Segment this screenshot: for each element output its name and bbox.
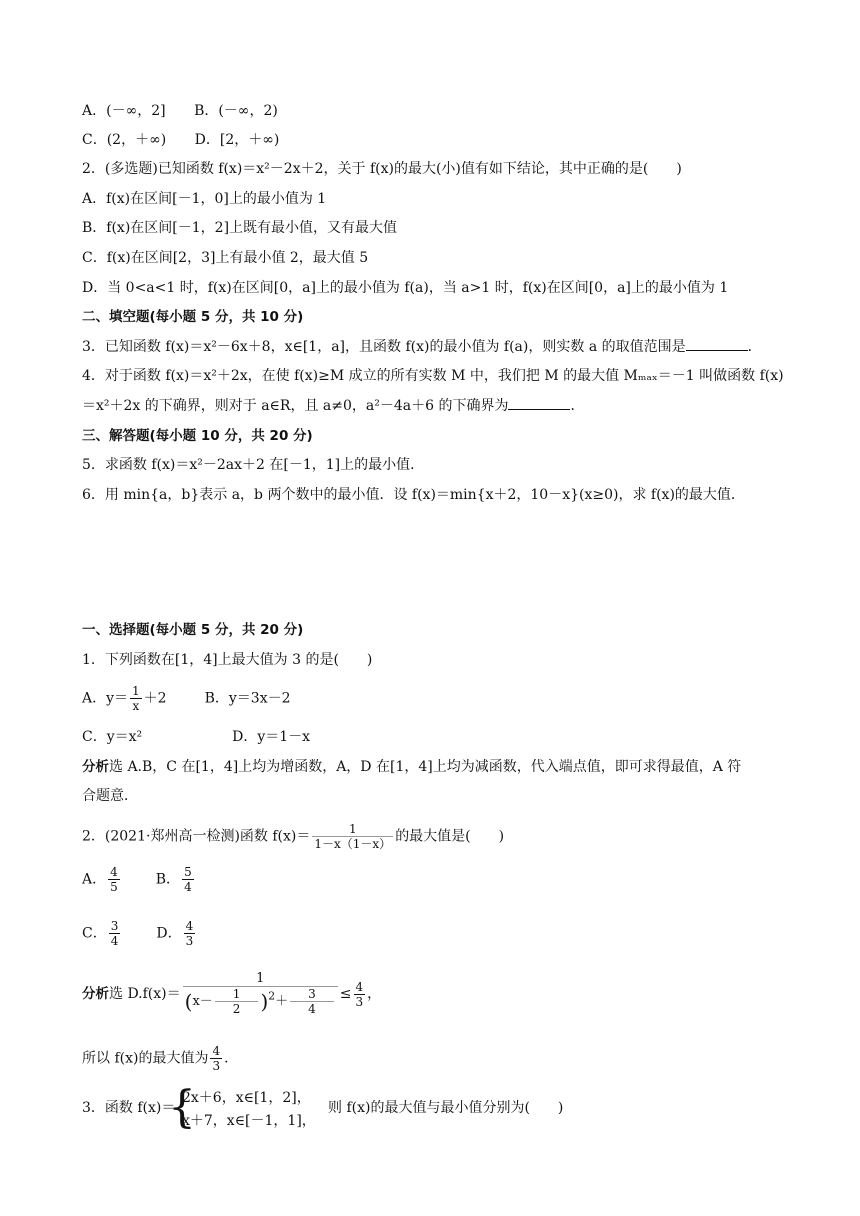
question-2-option-a: A．f(x)在区间[－1，0]上的最小值为 1 [82,191,327,207]
fraction-denominator: (x－ $\frac{1}{2}$ )$^2$＋ $\frac{3}{4}$ [183,987,338,1016]
option-b-label: B． [155,871,181,888]
option-b: B．(－∞，2) [194,103,278,119]
question-4-line-2 [82,396,584,416]
fraction-denominator: 5 [110,880,118,894]
three-quarters [290,987,334,1016]
p2-question-1-options-ab [82,684,291,713]
option-c: C．(2，＋∞) [82,132,167,148]
fraction-numerator: 4 [212,1044,221,1058]
period: ． [224,1050,239,1067]
p2-question-3-tail: 则 f(x)的最大值与最小值分别为( ) [328,1100,564,1116]
plus-sign: ＋ [275,994,289,1009]
option-d: D．y＝1－x [232,729,311,745]
fraction [354,980,366,1009]
answer-blank [686,338,748,351]
fraction-numerator: 4 [355,979,364,994]
option-a-label: A．y＝ [82,690,129,707]
option-b: B．y＝3x－2 [204,690,291,707]
question-tail: 的最大值是( ) [395,828,505,845]
fraction-denominator: 4 [184,880,192,894]
question-6: 6．用 min{a，b}表示 a，b 两个数中的最小值．设 f(x)＝min{x＋2，10－x}(x≥0)，求 f(x)的最大值． [82,487,745,503]
question-4-line-1: 4．对于函数 f(x)＝x²＋2x，在使 f(x)≥M 成立的所有实数 M 中，我们把 M 的最大值 Mₘₐₓ＝－1 叫做函数 f(x) [82,368,784,384]
analysis-text: 选 A.B，C 在[1，4]上均为增函数，A，D 在[1，4]上均为减函数，代入端点值，即可求得最值，A 符 [109,759,742,775]
question-3-text: 3．已知函数 f(x)＝x²－6x＋8，x∈[1，a]，且函数 f(x)的最小值为 f(a)，则实数 a 的取值范围是 [82,339,686,355]
analysis-label: 分析 [82,986,109,1002]
fraction [130,684,142,713]
fraction [210,1044,222,1073]
fraction-numerator: 4 [110,865,118,879]
question-3 [82,337,762,357]
p2-question-2 [82,822,504,851]
option-row-cd [82,130,279,150]
analysis-label: 分析 [82,759,109,775]
p2-question-3-lead: 3．函数 f(x)＝ [82,1100,176,1116]
den-term: x－ [192,994,213,1009]
option-d: D．[2，＋∞) [194,132,280,148]
fraction-numerator: 1 [183,972,338,987]
question-2-option-b: B．f(x)在区间[－1，2]上既有最小值，又有最大值 [82,220,398,236]
fraction-numerator: 1 [132,684,140,698]
fraction-numerator: 4 [185,919,194,933]
fraction-denominator: 4 [308,1002,316,1016]
section-heading-solutions: 三、解答题(每小题 10 分，共 20 分) [82,428,313,444]
option-a-label: A． [82,871,107,888]
fraction [184,919,196,948]
comma: ， [367,986,382,1002]
fraction-denominator: 1－x（1－x） [314,837,392,851]
fraction-numerator: 1 [215,987,259,1002]
fraction-denominator: 3 [185,934,194,948]
option-a-tail: ＋2 [143,690,167,707]
analysis-2 [82,972,381,1016]
analysis-text: 选 D.f(x)＝ [109,986,181,1002]
question-2-option-d: D．当 0<a<1 时，f(x)在区间[0，a]上的最小值为 f(a)，当 a>1 时，f(x)在区间[0，a]上的最小值为 1 [82,280,729,296]
fraction-denominator: 3 [212,1059,221,1073]
question-text: 2．(2021·郑州高一检测)函数 f(x)＝ [82,828,311,845]
exponent: 2 [268,989,276,1003]
le-sign: ≤ [339,986,352,1002]
analysis-2-conclusion [82,1044,238,1073]
fraction-numerator: 1 [312,822,393,837]
fraction-denominator: x [132,699,140,713]
fraction-numerator: 5 [184,865,192,879]
fraction-numerator: 3 [110,919,119,933]
fraction [312,822,393,851]
half-fraction [215,987,259,1016]
option-c: C．y＝x² [82,729,143,745]
period: ． [747,339,762,355]
question-5: 5．求函数 f(x)＝x²－2ax＋2 在[－1，1]上的最小值． [82,457,425,473]
answer-blank [508,397,570,410]
option-row-ab [82,101,278,121]
p2-question-1-options-cd [82,727,310,747]
question-4-text: ＝x²＋2x 的下确界，则对于 a∈R，且 a≠0，a²－4a＋6 的下确界为 [82,398,509,414]
question-2-option-c: C．f(x)在区间[2，3]上有最小值 2，最大值 5 [82,250,369,266]
piecewise-case-2: x＋7，x∈[－1，1]， [182,1113,316,1129]
section-heading-fill-in: 二、填空题(每小题 5 分，共 10 分) [82,309,304,325]
conclusion-text: 所以 f(x)的最大值为 [82,1050,209,1067]
fraction-denominator: 3 [355,994,364,1009]
p2-question-2-options-cd [82,919,197,948]
fraction [109,919,121,948]
option-c-label: C． [82,925,107,942]
fraction [108,865,120,894]
fraction-complex [183,972,338,1016]
p2-question-1: 1．下列函数在[1，4]上最大值为 3 的是( ) [82,652,373,668]
fraction-numerator: 3 [290,987,334,1002]
p2-question-2-options-ab [82,865,196,894]
fraction-denominator: 4 [110,934,119,948]
option-a: A．(－∞，2] [82,103,166,119]
analysis-1-line-1 [82,757,741,777]
option-d-label: D． [156,925,182,942]
period: ． [570,398,585,414]
analysis-1-line-2: 合题意． [82,788,138,804]
piecewise-case-1: 2x＋6，x∈[1，2]， [182,1090,311,1106]
piecewise-brace: { [168,1082,196,1133]
question-2: 2．(多选题)已知函数 f(x)＝x²－2x＋2，关于 f(x)的最大(小)值有如下结论，其中正确的是( ) [82,161,682,177]
section-heading-choice: 一、选择题(每小题 5 分，共 20 分) [82,622,304,638]
fraction-denominator: 2 [232,1002,241,1016]
fraction [182,865,194,894]
